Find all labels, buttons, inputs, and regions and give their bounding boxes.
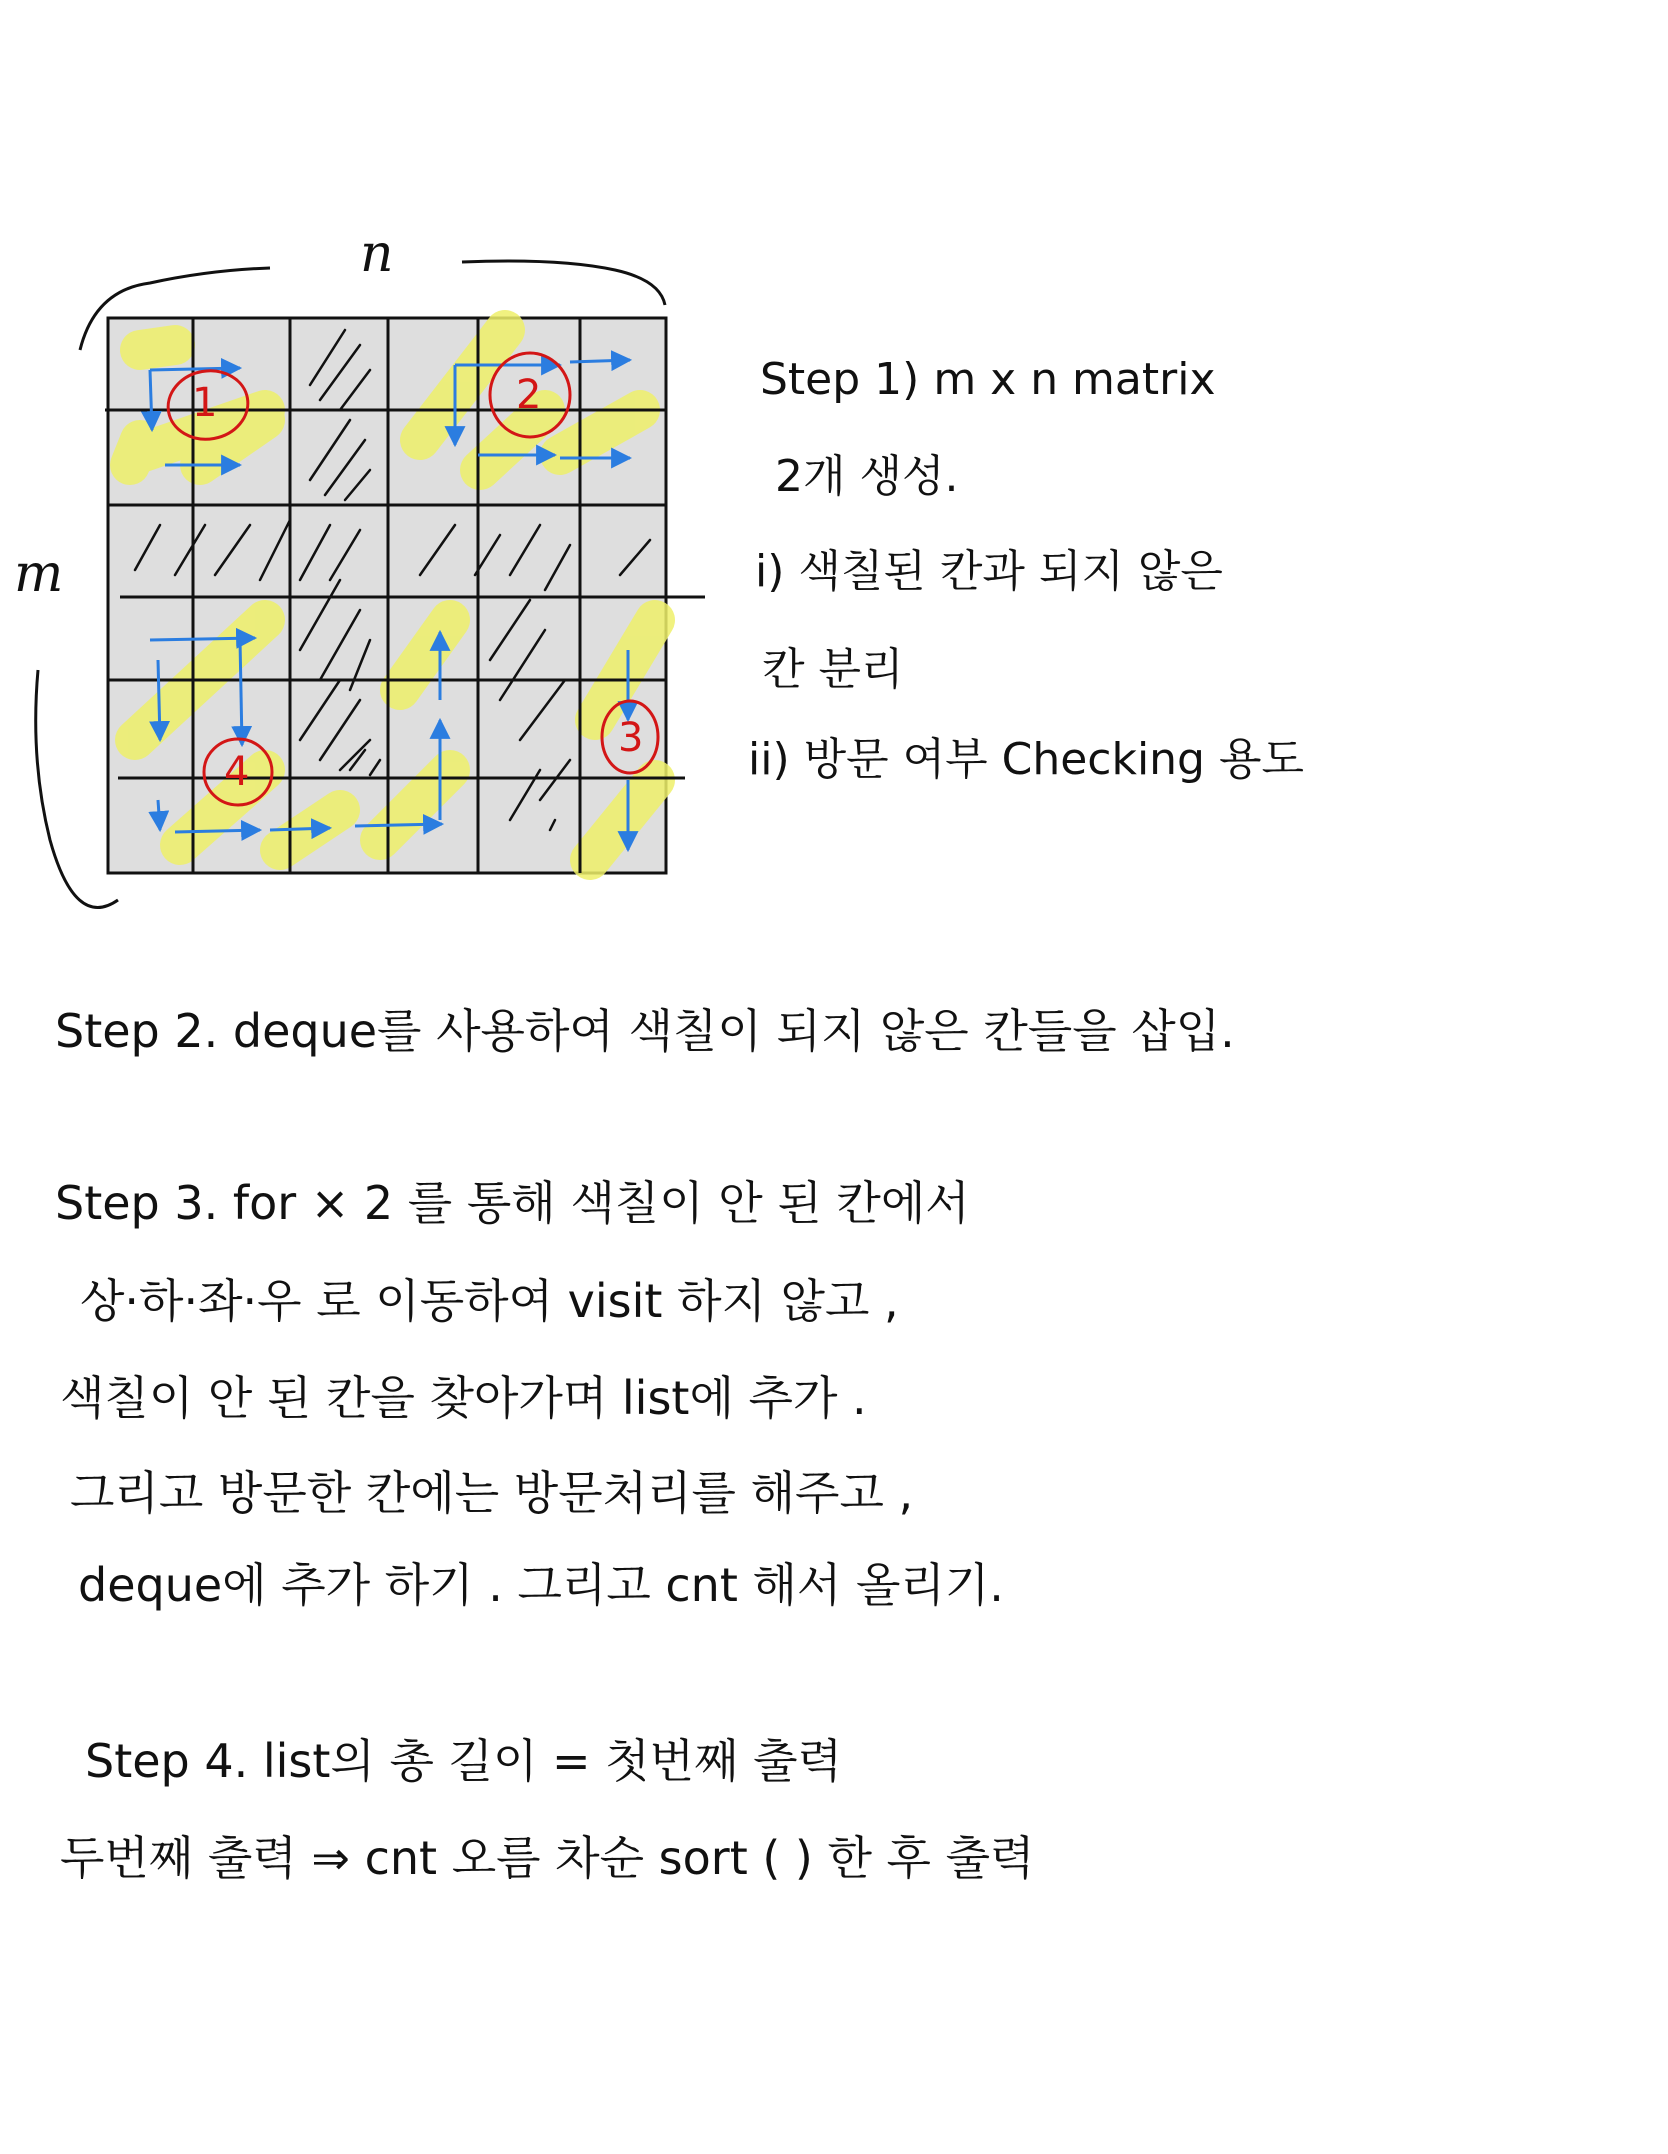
region-number-1: 1: [192, 380, 218, 426]
step3-line5: deque에 추가 하기 . 그리고 cnt 해서 올리기.: [78, 1558, 1004, 1612]
region-number-3: 3: [618, 715, 644, 761]
step4-line1: Step 4. list의 총 길이 = 첫번째 출력: [85, 1734, 843, 1788]
step1-line2: 2개 생성.: [775, 451, 959, 502]
step2-line1: Step 2. deque를 사용하여 색칠이 되지 않은 칸들을 삽입.: [55, 1004, 1235, 1058]
step4-line2: 두번째 출력 ⇒ cnt 오름 차순 sort ( ) 한 후 출력: [60, 1831, 1035, 1885]
step3-line3: 색칠이 안 된 칸을 찾아가며 list에 추가 .: [60, 1371, 867, 1425]
region-number-4: 4: [224, 749, 250, 795]
step3-line2: 상·하·좌·우 로 이동하여 visit 하지 않고 ,: [80, 1274, 899, 1328]
step1-line3: i) 색칠된 칸과 되지 않은: [755, 546, 1223, 597]
step1-line1: Step 1) m x n matrix: [760, 354, 1216, 405]
n-brace-right: [462, 261, 665, 305]
m-brace: [36, 670, 118, 908]
m-label: m: [14, 544, 64, 604]
step1-line4: 칸 분리: [762, 644, 904, 695]
n-label: n: [360, 224, 394, 284]
step3-line1: Step 3. for × 2 를 통해 색칠이 안 된 칸에서: [55, 1176, 970, 1230]
step1-line5: ii) 방문 여부 Checking 용도: [748, 734, 1304, 785]
step3-line4: 그리고 방문한 칸에는 방문처리를 해주고 ,: [70, 1466, 914, 1520]
region-number-2: 2: [516, 372, 542, 418]
